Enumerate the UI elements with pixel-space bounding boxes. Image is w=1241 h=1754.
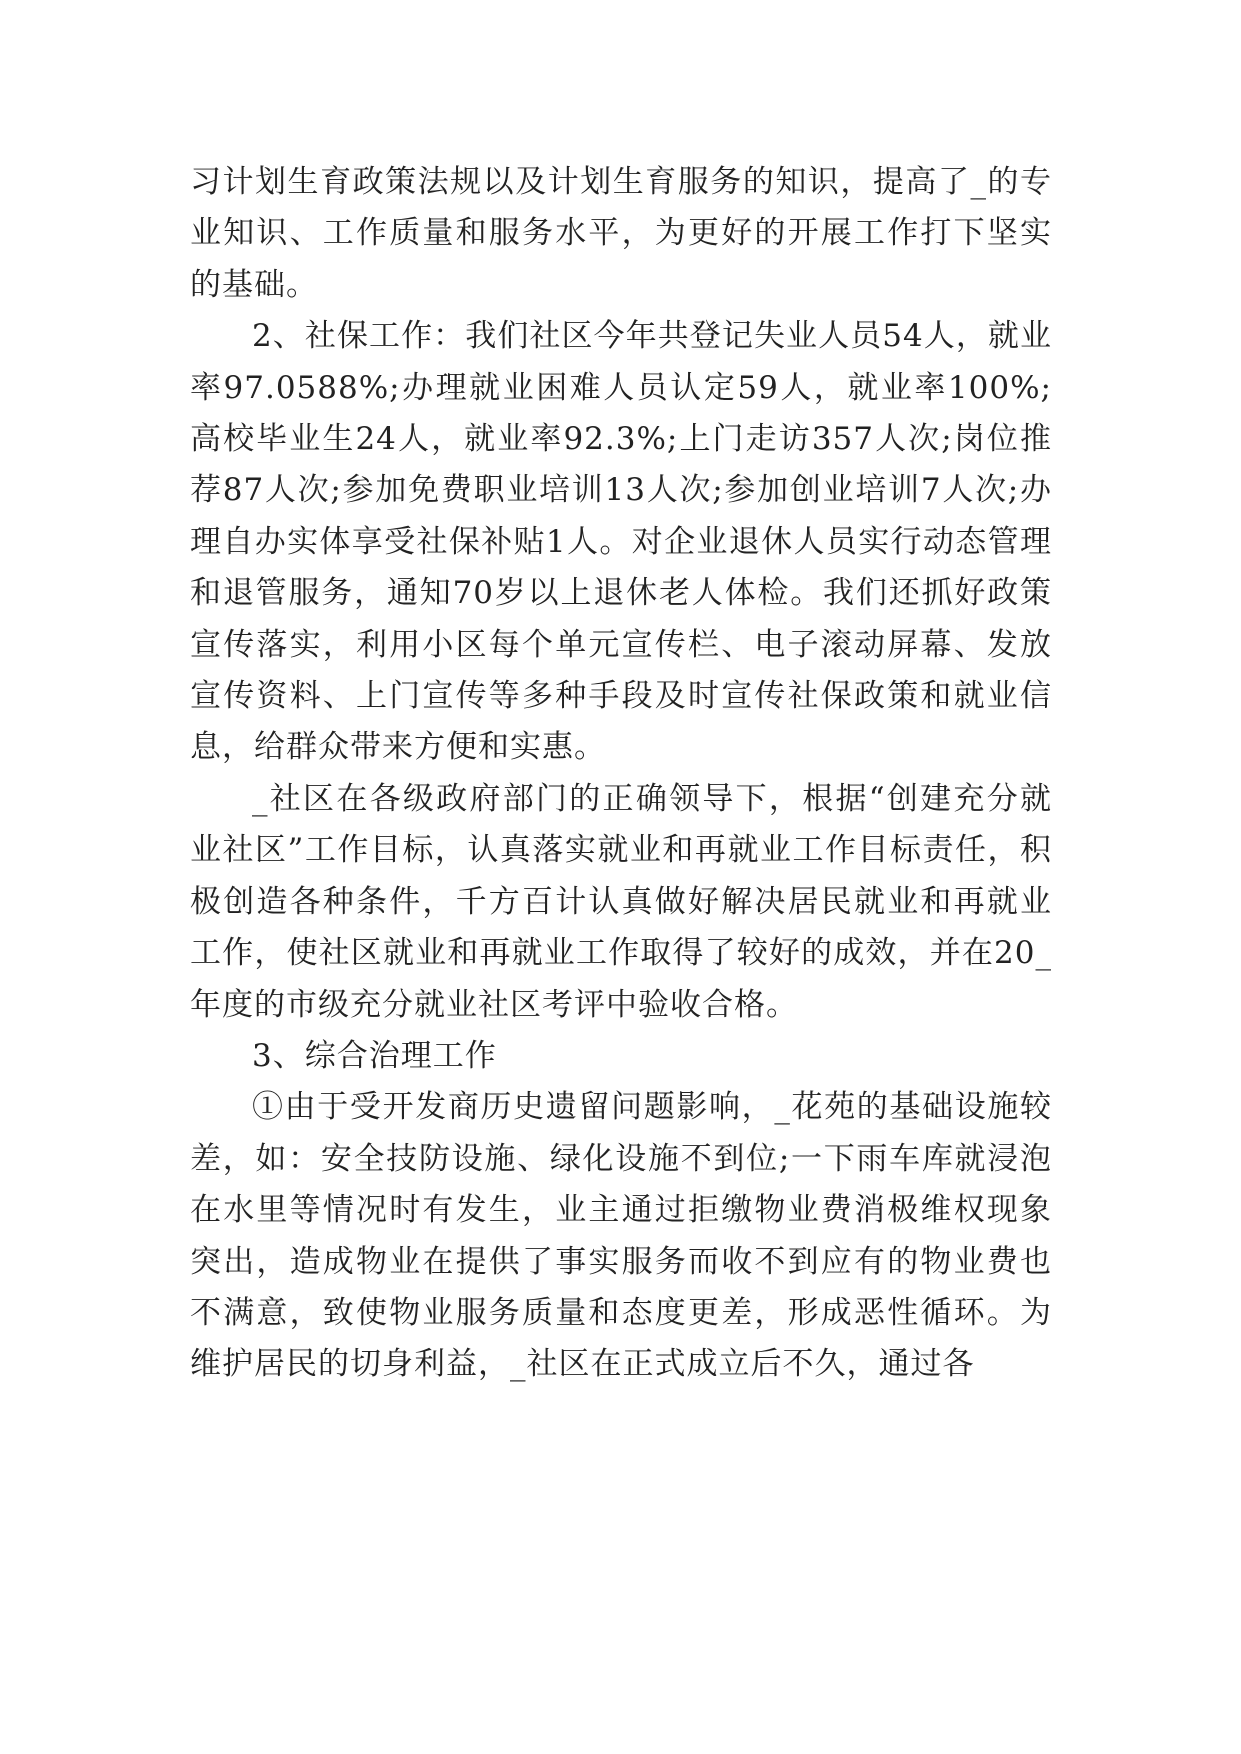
section-heading-comprehensive-governance: 3、综合治理工作 xyxy=(252,1037,497,1074)
document-body xyxy=(190,157,1052,1391)
paragraph-full-employment: _社区在各级政府部门的正确领导下，根据“创建充分就业社区”工作目标，认真落实就业和再就业工作目标责任，积极创造各种条件，千方百计认真做好解决居民就业和再就业工作，使社区就业和再就业工作取得了较好的成效，并在20_年度的市级充分就业社区考评中验收合格。 xyxy=(190,780,1052,1023)
paragraph-infrastructure-issues: ①由于受开发商历史遗留问题影响，_花苑的基础设施较差，如：安全技防设施、绿化设施不到位;一下雨车库就浸泡在水里等情况时有发生，业主通过拒缴物业费消极维权现象突出，造成物业在提供了事实服务而收不到应有的物业费也不满意，致使物业服务质量和态度更差，形成恶性循环。为维护居民的切身利益，_社区在正式成立后不久，通过各 xyxy=(190,1089,1052,1383)
paragraph-family-planning-continuation: 习计划生育政策法规以及计划生育服务的知识，提高了_的专业知识、工作质量和服务水平，为更好的开展工作打下坚实的基础。 xyxy=(190,164,1052,303)
paragraph-social-security: 2、社保工作：我们社区今年共登记失业人员54人，就业率97.0588%;办理就业困难人员认定59人，就业率100%;高校毕业生24人，就业率92.3%;上门走访357人次;岗位推荐87人次;参加免费职业培训13人次;参加创业培训7人次;办理自办实体享受社保补贴1人。对企业退休人员实行动态管理和退管服务，通知70岁以上退休老人体检。我们还抓好政策宣传落实，利用小区每个单元宣传栏、电子滚动屏幕、发放宣传资料、上门宣传等多种手段及时宣传社保政策和就业信息，给群众带来方便和实惠。 xyxy=(190,318,1052,766)
